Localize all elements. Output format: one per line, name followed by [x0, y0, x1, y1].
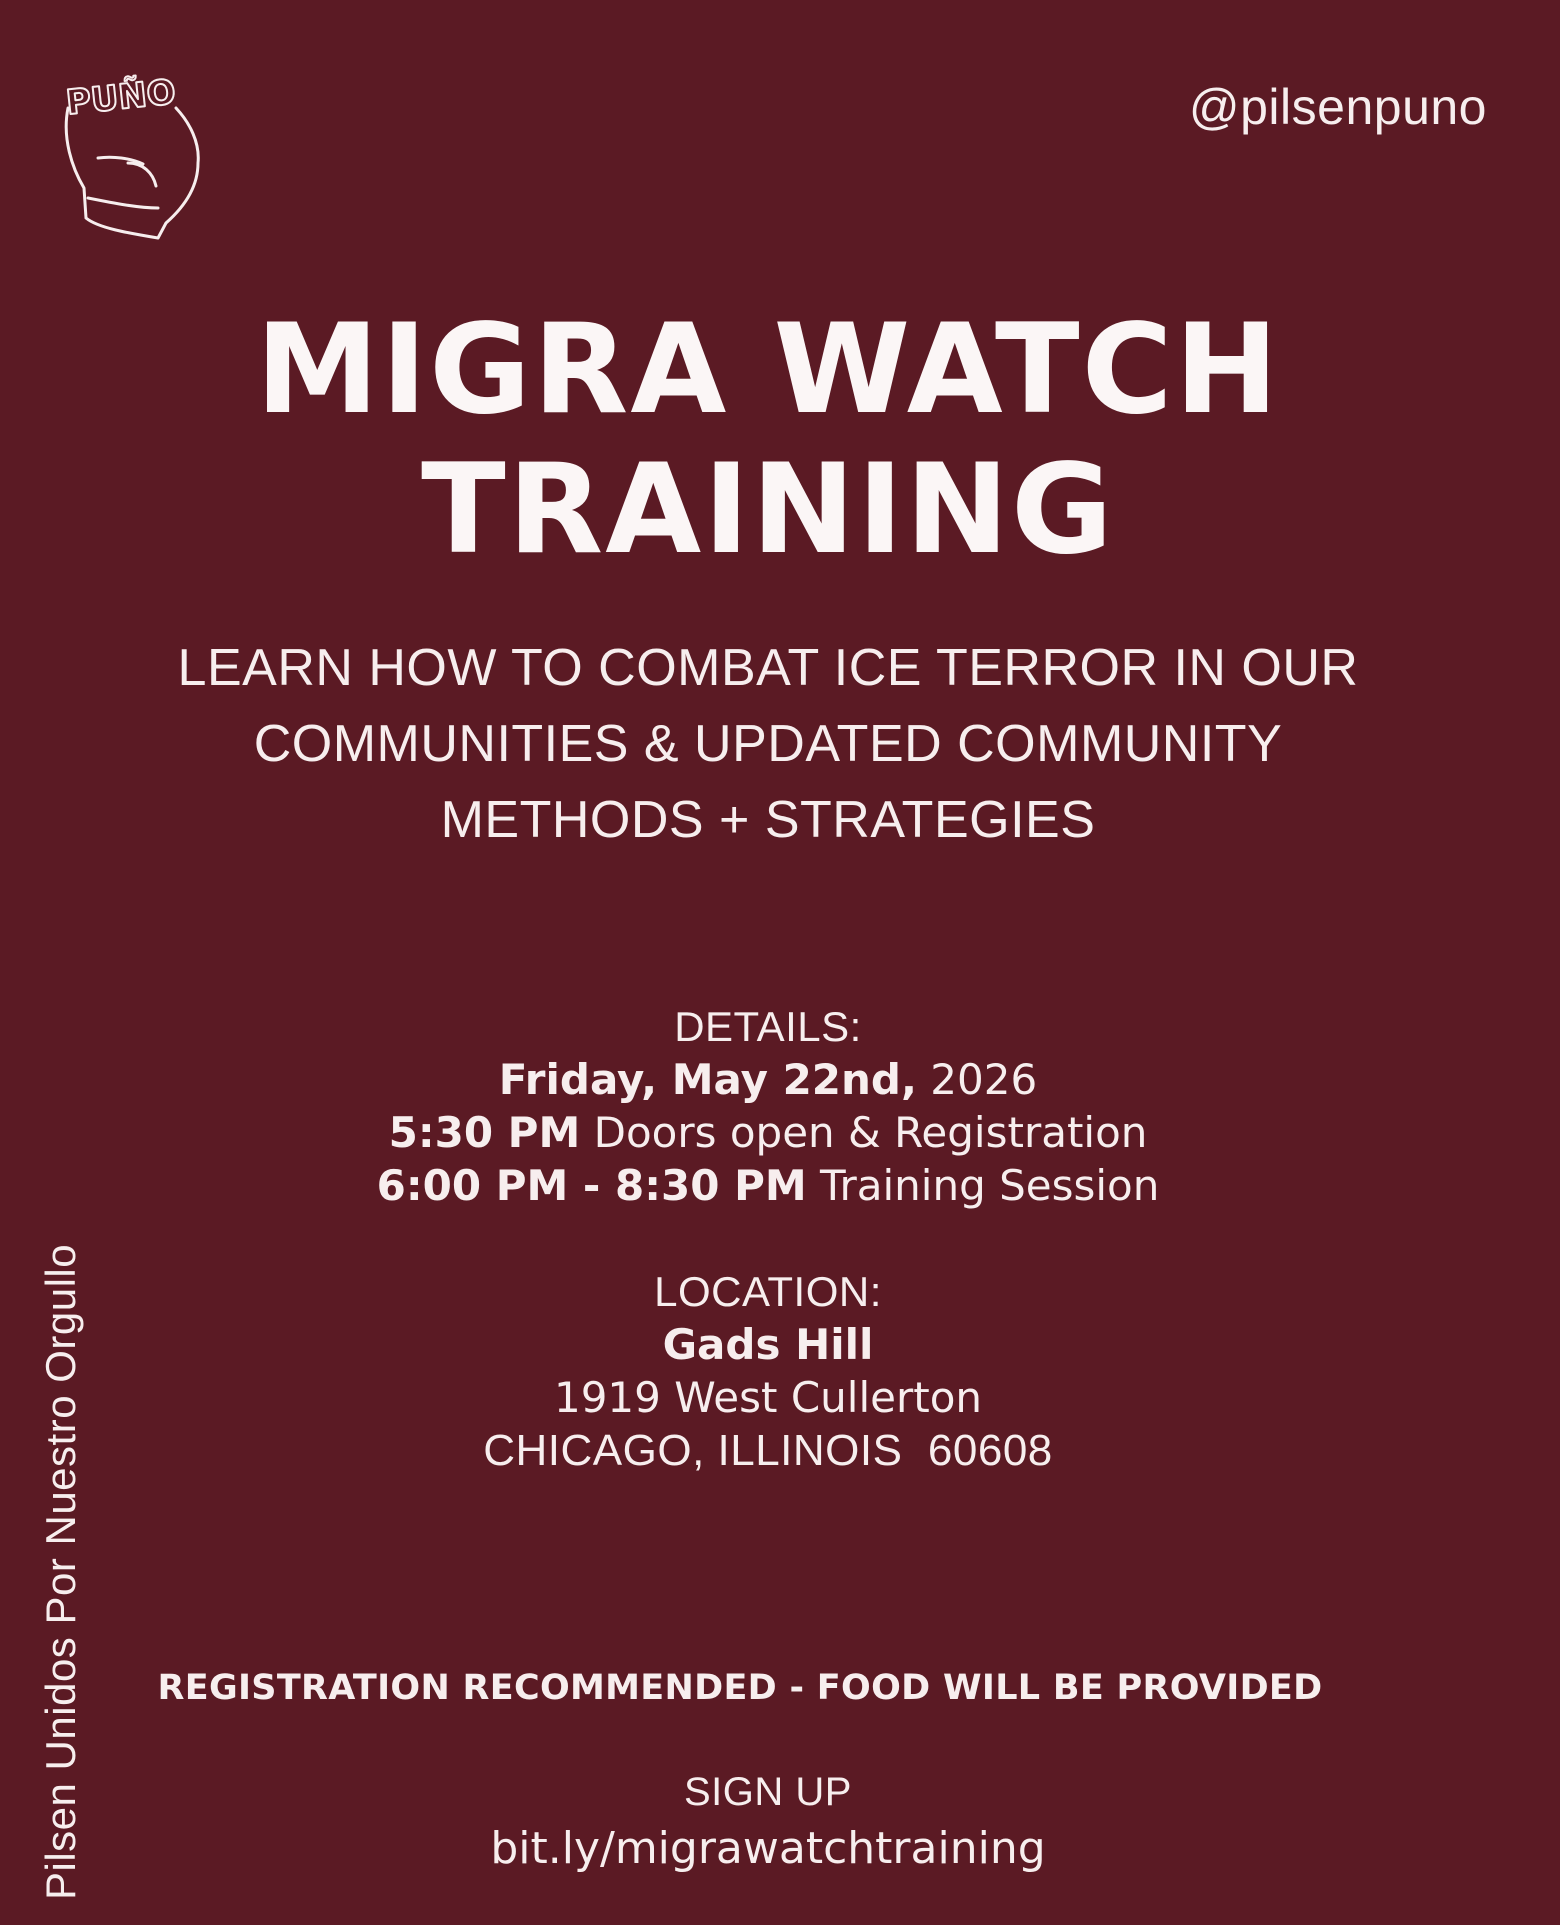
doors-open-time: 5:30 PM	[388, 1108, 581, 1157]
title-line-1: MIGRA WATCH	[255, 298, 1281, 442]
subtitle	[150, 630, 1386, 858]
location-heading: LOCATION:	[654, 1268, 882, 1315]
details-heading: DETAILS:	[674, 1003, 862, 1050]
session-text: Training Session	[820, 1161, 1160, 1210]
organization-name-vertical: Pilsen Unidos Por Nuestro Orgullo	[37, 1243, 84, 1900]
signup-link[interactable]: bit.ly/migrawatchtraining	[490, 1823, 1046, 1874]
registration-notice: REGISTRATION RECOMMENDED - FOOD WILL BE PROVIDED	[157, 1668, 1323, 1708]
event-date-year: 2026	[930, 1055, 1038, 1104]
doors-open-text: Doors open & Registration	[593, 1108, 1148, 1157]
subtitle-line-2: COMMUNITIES & UPDATED COMMUNITY	[253, 715, 1283, 773]
street-address: 1919 West Cullerton	[553, 1373, 983, 1422]
title-line-2: TRAINING	[421, 438, 1115, 582]
page-title	[0, 300, 1536, 580]
event-date	[0, 1053, 1536, 1106]
subtitle-line-3: METHODS + STRATEGIES	[440, 791, 1096, 849]
session-time: 6:00 PM - 8:30 PM	[376, 1161, 807, 1210]
session-row	[0, 1159, 1536, 1212]
fist-logo-icon	[58, 68, 203, 243]
location-section	[0, 1265, 1536, 1477]
venue-name: Gads Hill	[662, 1320, 874, 1369]
event-date-day: Friday, May 22nd,	[498, 1055, 917, 1104]
doors-open-row	[0, 1106, 1536, 1159]
details-section	[0, 1000, 1536, 1212]
logo-lettering: PUÑO	[64, 72, 178, 124]
social-handle: @pilsenpuno	[1188, 79, 1487, 135]
signup-label: SIGN UP	[684, 1770, 852, 1814]
subtitle-line-1: LEARN HOW TO COMBAT ICE TERROR IN OUR	[177, 639, 1359, 697]
city-state-zip: CHICAGO, ILLINOIS 60608	[483, 1426, 1053, 1475]
